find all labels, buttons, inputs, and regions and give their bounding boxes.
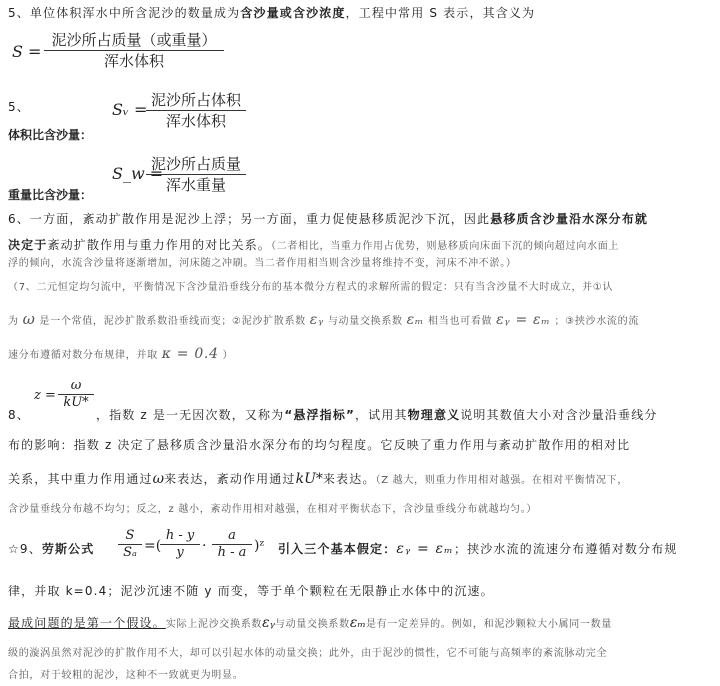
item9-title: ☆9、劳斯公式 bbox=[8, 542, 95, 556]
rouse-lhs-fraction: S Sₐ bbox=[118, 528, 142, 561]
epsilon-equality: εᵧ = εₘ bbox=[496, 312, 551, 328]
Sv-numerator: 泥沙所占体积 bbox=[150, 91, 241, 109]
item6-line1: 6、一方面，紊动扩散作用是泥沙上浮；另一方面，重力促使悬移质泥沙下沉，因此悬移质含沙量沿水深分布就 bbox=[8, 212, 649, 226]
weight-ratio-label: 重量比含沙量： bbox=[8, 188, 93, 202]
sediment-concentration-term: 含沙量或含沙浓度 bbox=[240, 6, 346, 20]
volume-ratio-label: 体积比含沙量： bbox=[8, 128, 93, 142]
Sw-symbol: S_w = bbox=[112, 164, 164, 183]
Sv-symbol: Sᵥ = bbox=[112, 100, 148, 119]
rouse-fraction-1: h - y y bbox=[160, 528, 200, 561]
item9-line4: 级的漩涡虽然对泥沙的扩散作用不大，却可以引起水体的动量交换；此外，由于泥沙的惯性，它不可能与高频率的紊流脉动完全 bbox=[8, 648, 608, 659]
item7-line3: 速分布遵循对数分布规律，并取 κ = 0.4 ） bbox=[8, 346, 234, 362]
Sw-definition-fraction bbox=[146, 154, 246, 195]
item9-line3: 最成问题的是第一个假设。实际上泥沙交换系数εᵧ与动量交换系数εₘ是有一定差异的。例如，和泥沙颗粒大小属同一数量 bbox=[8, 615, 613, 631]
omega-symbol: ω bbox=[22, 310, 36, 328]
z-denominator: kU* bbox=[63, 395, 89, 410]
epsilon-y-symbol: εᵧ bbox=[309, 312, 324, 328]
rouse-dot: · bbox=[202, 538, 207, 554]
Sw-denominator: 浑水重量 bbox=[165, 176, 226, 194]
item6-line3: 浮的倾向，水流含沙量将逐渐增加，河床随之冲刷。当二者作用相当则含沙量将维持不变，河床不冲不淤。） bbox=[8, 258, 517, 269]
item7-line2: 为 ω 是一个常值，泥沙扩散系数沿垂线而变；②泥沙扩散系数 εᵧ 与动量交换系数 εₘ 相当也可看做 εᵧ = εₘ ；③挟沙水流的流 bbox=[8, 310, 640, 328]
S-symbol: S = bbox=[12, 42, 42, 61]
rouse-exponent: )ᶻ bbox=[254, 538, 265, 554]
rouse-fraction-2: a h - a bbox=[212, 528, 252, 561]
S-denominator: 浑水体积 bbox=[103, 52, 164, 70]
item5-prefix: 5、 bbox=[8, 100, 30, 114]
z-definition-fraction bbox=[58, 378, 94, 411]
item8-line4: 含沙量垂线分布越不均匀；反之，z 越小，紊动作用相对越强，在相对平衡状态下，含沙量垂线分布就越均匀。） bbox=[8, 504, 538, 515]
epsilon-m-symbol: εₘ bbox=[406, 312, 425, 328]
item8-number: 8、 bbox=[8, 408, 30, 422]
Sv-definition-fraction bbox=[146, 90, 246, 131]
item8-line2: 布的影响：指数 z 决定了悬移质含沙量沿水深分布的均匀程度。它反映了重力作用与紊动扩散作用的相对比 bbox=[8, 438, 631, 452]
z-symbol: z = bbox=[34, 388, 56, 403]
item9-line2: 律，并取 k=0.4；泥沙沉速不随 y 而变，等于单个颗粒在无限静止水体中的沉速。 bbox=[8, 584, 494, 598]
rouse-equals: =( bbox=[144, 538, 162, 554]
kappa-value: κ = 0.4 bbox=[161, 346, 219, 362]
item5-line: 5、单位体积浑水中所含泥沙的数量成为含沙量或含沙浓度，工程中常用 S 表示，其含义为 bbox=[8, 6, 536, 20]
item9-line1: 引入三个基本假定：εᵧ = εₘ；挟沙水流的流速分布遵循对数分布规 bbox=[278, 541, 678, 557]
Sw-numerator: 泥沙所占质量 bbox=[150, 155, 241, 173]
Sv-denominator: 浑水体积 bbox=[165, 112, 226, 130]
item7-line1: （7、二元恒定均匀流中，平衡情况下含沙量沿垂线分布的基本微分方程式的求解所需的假定：只有当含沙量不大时成立，并①认 bbox=[8, 282, 614, 293]
item8-line1: ，指数 z 是一无因次数，又称为“悬浮指标”，试用其物理意义说明其数值大小对含沙量沿垂线分 bbox=[96, 408, 658, 422]
z-numerator: ω bbox=[70, 378, 82, 393]
S-definition-fraction bbox=[44, 30, 224, 71]
item6-line2: 决定于紊动扩散作用与重力作用的对比关系。（二者相比，当重力作用占优势，则悬移质向床面下沉的倾向超过向水面上 bbox=[8, 238, 620, 252]
item9-line5: 合拍，对于较粗的泥沙，这种不一致就更为明显。 bbox=[8, 670, 244, 681]
S-numerator: 泥沙所占质量（或重量） bbox=[51, 31, 217, 49]
item8-line3: 关系，其中重力作用通过ω来表达，紊动作用通过kU*来表达。（Z 越大，则重力作用相对越强。在相对平衡情况下， bbox=[8, 471, 629, 487]
